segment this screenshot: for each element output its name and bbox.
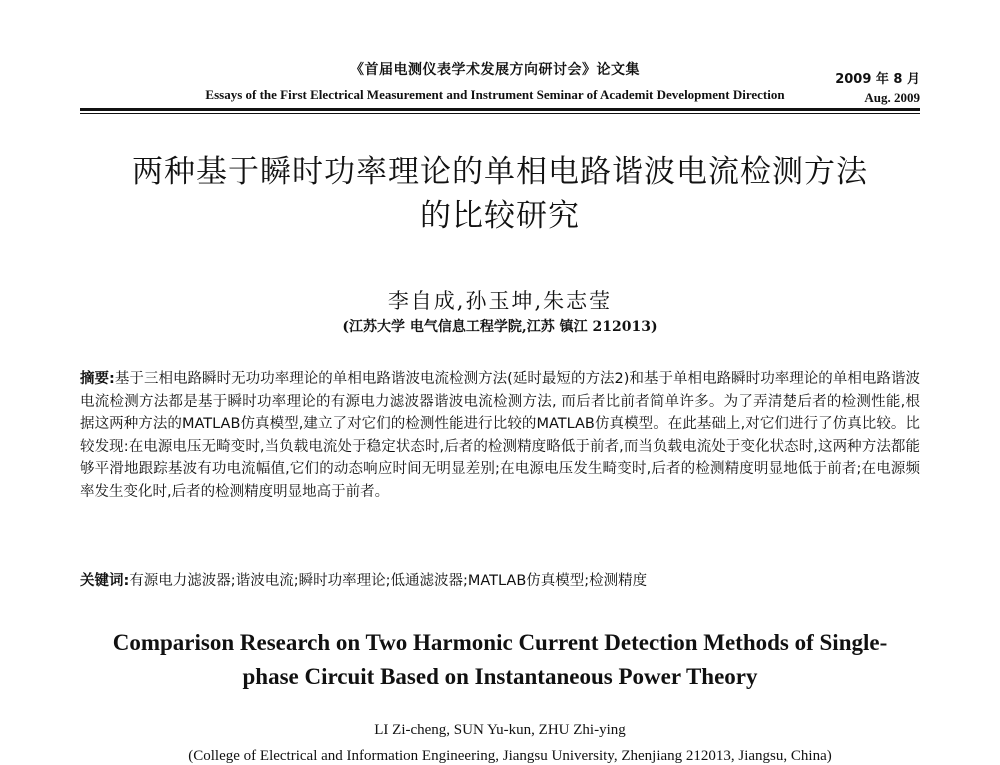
abstract-label: 摘要: xyxy=(80,371,115,387)
paper-title-en xyxy=(70,626,930,694)
paper-title-zh xyxy=(60,150,940,238)
keywords-zh xyxy=(80,570,920,592)
journal-title-zh: 《首届电测仪表学术发展方向研讨会》论文集 xyxy=(350,62,640,78)
issue-date-en: Aug. 2009 xyxy=(864,90,920,105)
issue-date-zh: 2009 年 8 月 xyxy=(835,72,920,87)
abstract-text: 基于三相电路瞬时无功功率理论的单相电路谐波电流检测方法(延时最短的方法2)和基于单相电路瞬时功率理论的单相电路谐波电流检测方法都是基于瞬时功率理论的有源电力滤波器谐波电流检测方法, 而后者比前者简单许多。为了弄清楚后者的检测性能,根据这两种方法的MATLAB仿真模型,建立了对它们的检测性能进行比较的MATLAB仿真模型。在此基础上,对它们进行了仿真比较。比较发现:在电源电压无畸变时,当负载电流处于稳定状态时,后者的检测精度略低于前者,而当负载电流处于变化状态时,这两种方法都能够平滑地跟踪基波有功电流幅值,它们的动态响应时间无明显差别;在电源电压发生畸变时,后者的检测精度明显地低于前者;在电源频率发生变化时,后者的检测精度明显地高于前者。 xyxy=(80,371,920,500)
paper-title-zh-line-2: 的比较研究 xyxy=(420,198,580,234)
abstract-zh xyxy=(80,368,920,503)
authors-zh: 李自成,孙玉坤,朱志莹 xyxy=(387,289,613,313)
keywords-label: 关键词: xyxy=(80,573,130,589)
keywords-text: 有源电力滤波器;谐波电流;瞬时功率理论;低通滤波器;MATLAB仿真模型;检测精度 xyxy=(129,573,648,589)
authors-en: LI Zi-cheng, SUN Yu-kun, ZHU Zhi-ying xyxy=(374,722,626,738)
header-rule-thick xyxy=(80,108,920,111)
paper-title-en-line-2: phase Circuit Based on Instantaneous Power Theory xyxy=(242,664,758,689)
journal-title-en: Essays of the First Electrical Measurement and Instrument Seminar of Academit Development Direction xyxy=(205,87,785,102)
paper-title-zh-line-1: 两种基于瞬时功率理论的单相电路谐波电流检测方法 xyxy=(132,154,868,190)
affiliation-zh: (江苏大学 电气信息工程学院,江苏 镇江 212013) xyxy=(342,319,658,335)
affiliation-en: (College of Electrical and Information Engineering, Jiangsu University, Zhenjiang 212013, Jiangsu, China) xyxy=(188,748,832,764)
paper-title-en-line-1: Comparison Research on Two Harmonic Current Detection Methods of Single- xyxy=(112,630,888,655)
header-rule-thin xyxy=(80,113,920,114)
